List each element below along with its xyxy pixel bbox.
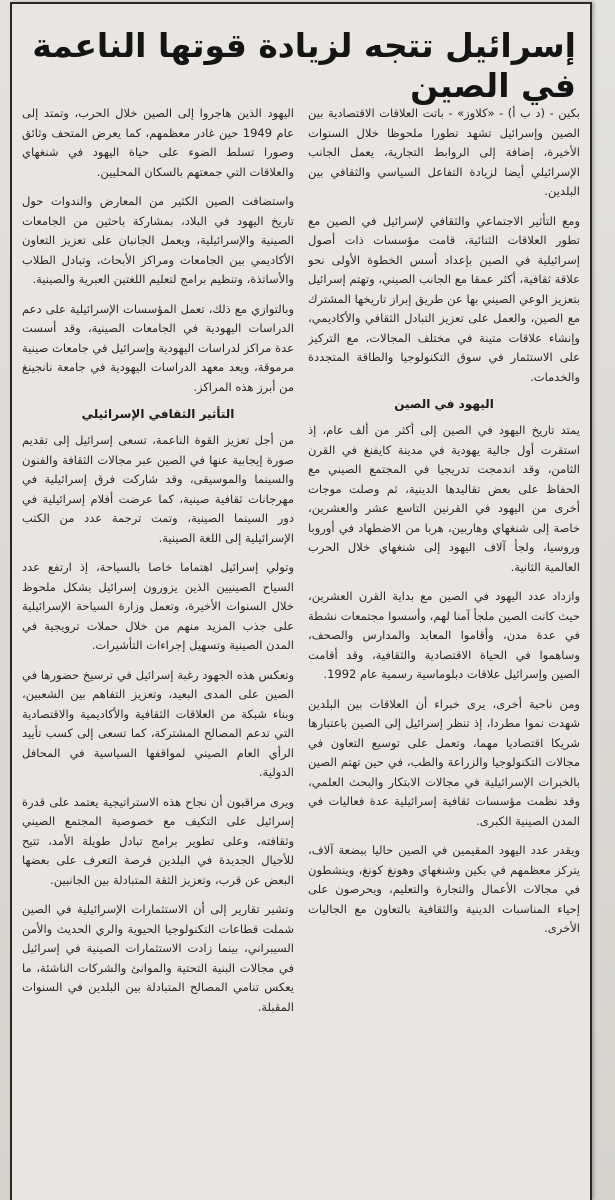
paragraph: بكين - (د ب أ) - «كلاوز» - باتت العلاقات الاقتصادية بين الصين وإسرائيل تشهد تطورا ملحوظا خلال السنوات الأخيرة، إضافة إلى الروابط التجارية، يعمل الجانب الإسرائيلي أيضا لزيادة التفاعل السياسي والثقافي بين البلدين. [308, 106, 580, 198]
article-headline: إسرائيل تتجه لزيادة قوتها الناعمة في الصين [32, 26, 576, 105]
paragraph: يمتد تاريخ اليهود في الصين إلى أكثر من ألف عام، إذ استقرت أول جالية يهودية في مدينة كايفنغ في القرن الثامن، وقد اندمجت تدريجيا في المجتمع الصيني مع الحفاظ على بعض تقاليدها الدينية، ثم وصلت موجات أخرى من اليهود في القرنين التاسع عشر والعشرين، خاصة إلى شنغهاي وهاربين، هربا من الاضطهاد في أوروبا وروسيا، ولجأ آلاف اليهود إلى شنغهاي خلال الحرب العالمية الثانية. [308, 423, 580, 574]
paragraph: ومع التأثير الاجتماعي والثقافي لإسرائيل في الصين مع تطور العلاقات الثنائية، قامت مؤسسات ذات أصول إسرائيلية في الصين بإعداد أسس الخطوة الأولى نحو علاقة ثقافية، أكثر عمقا مع الجانب الصيني، وتهتم إسرائيل بتعزيز الوعي الصيني بها عن طريق إبراز تاريخها المشترك مع الصين، والعمل على تعزيز التبادل الثقافي والأكاديمي، وإنشاء علاقات متينة في مختلف المجالات، مع التركيز على الاستثمار في سوق التكنولوجيا والطاقة المتجددة والخدمات. [308, 213, 580, 384]
section-subheading: التأثير الثقافي الإسرائيلي [81, 407, 235, 421]
section-subheading: اليهود في الصين [394, 397, 494, 411]
paragraph: اليهود الذين هاجروا إلى الصين خلال الحرب، وتمتد إلى عام 1949 حين غادر معظمهم، كما يعرض المتحف وثائق وصورا تسلط الضوء على حياة اليهود في شنغهاي والعلاقات التي جمعتهم بالسكان المحليين. [22, 106, 294, 179]
paragraph: وبالتوازي مع ذلك، تعمل المؤسسات الإسرائيلية على دعم الدراسات اليهودية في الجامعات الصينية، وقد أسست عدة مراكز لدراسات اليهودية وإسرائيل في جامعات صينية مرموقة، ويعد معهد الدراسات اليهودية في جامعة نانجينغ من أبرز هذه المراكز. [22, 301, 294, 394]
right-column [308, 104, 580, 1200]
paragraph: وتشير تقارير إلى أن الاستثمارات الإسرائيلية في الصين شملت قطاعات التكنولوجيا الحيوية والري الحديث والأمن السيبراني، بينما زادت الاستثمارات الصينية في إسرائيل في مجالات البنية التحتية والموانئ والشركات الناشئة، ما يعكس تنامي المصالح المتبادلة بين البلدين في السنوات المقبلة. [22, 902, 294, 1014]
paragraph: ويرى مراقبون أن نجاح هذه الاستراتيجية يعتمد على قدرة إسرائيل على التكيف مع خصوصية المجتمع الصيني وثقافته، وعلى تطوير برامج تبادل طويلة الأمد، تتيح للأجيال الجديدة في البلدين فرصة التعرف على بعضها البعض عن قرب، وتعزيز الثقة المتبادلة بين الجانبين. [22, 794, 294, 887]
paragraph: من أجل تعزيز القوة الناعمة، تسعى إسرائيل إلى تقديم صورة إيجابية عنها في الصين عبر مجالات الثقافة والفنون والسينما والموسيقى، وقد شاركت فرق إسرائيلية في مهرجانات ثقافية صينية، كما عرضت أفلام إسرائيلية في دور السينما الصينية، وتمت ترجمة عدد من الكتب الإسرائيلية إلى اللغة الصينية. [22, 433, 294, 545]
paragraph: وتولي إسرائيل اهتماما خاصا بالسياحة، إذ ارتفع عدد السياح الصينيين الذين يزورون إسرائيل بشكل ملحوظ خلال السنوات الأخيرة، وتعمل وزارة السياحة الإسرائيلية على جذب المزيد منهم من خلال حملات ترويجية في المدن الصينية وتسهيل إجراءات التأشيرات. [22, 560, 294, 652]
paragraph: ومن ناحية أخرى، يرى خبراء أن العلاقات بين البلدين شهدت نموا مطردا، إذ تنظر إسرائيل إلى الصين باعتبارها شريكا اقتصاديا مهما، وتعمل على توسيع التعاون في مجالات التكنولوجيا والزراعة والطب، في حين تهتم الصين بالخبرات الإسرائيلية في مجالات الابتكار والبحث العلمي، وقد نظمت مؤسسات ثقافية إسرائيلية عدة فعاليات في المدن الصينية الكبرى. [308, 696, 580, 828]
article-columns [22, 104, 580, 1200]
paragraph: وتعكس هذه الجهود رغبة إسرائيل في ترسيخ حضورها في الصين على المدى البعيد، وتعزيز التفاهم بين الشعبين، وبناء شبكة من العلاقات الثقافية والأكاديمية والاقتصادية التي تدعم المصالح المشتركة، كما تسعى إلى كسب تأييد الرأي العام الصيني لمواقفها السياسية في المحافل الدولية. [22, 667, 294, 779]
paragraph: وازداد عدد اليهود في الصين مع بداية القرن العشرين، حيث كانت الصين ملجأ آمنا لهم، وأسسوا مجتمعات نشطة في عدة مدن، وأقاموا المعابد والمدارس والصحف، وساهموا في الحياة الاقتصادية والثقافية، وقد أقامت الصين وإسرائيل علاقات دبلوماسية رسمية عام 1992. [308, 589, 580, 681]
paragraph: ويقدر عدد اليهود المقيمين في الصين حاليا ببضعة آلاف، يتركز معظمهم في بكين وشنغهاي وهونغ كونغ، وينشطون في مجالات الأعمال والتجارة والتعليم، ويحرصون على إحياء المناسبات الدينية والثقافية بالتعاون مع الجاليات الأخرى. [308, 843, 580, 935]
newspaper-clipping [10, 2, 592, 1200]
left-column [22, 104, 294, 1200]
paragraph: واستضافت الصين الكثير من المعارض والندوات حول تاريخ اليهود في البلاد، بمشاركة باحثين من الجامعات الصينية والإسرائيلية، ويعمل الجانبان على تعزيز التعاون الأكاديمي بين الجامعات ومراكز الأبحاث، وتبادل الطلاب والأساتذة، وتنظيم برامج لتعليم اللغتين العبرية والصينية. [22, 194, 294, 286]
